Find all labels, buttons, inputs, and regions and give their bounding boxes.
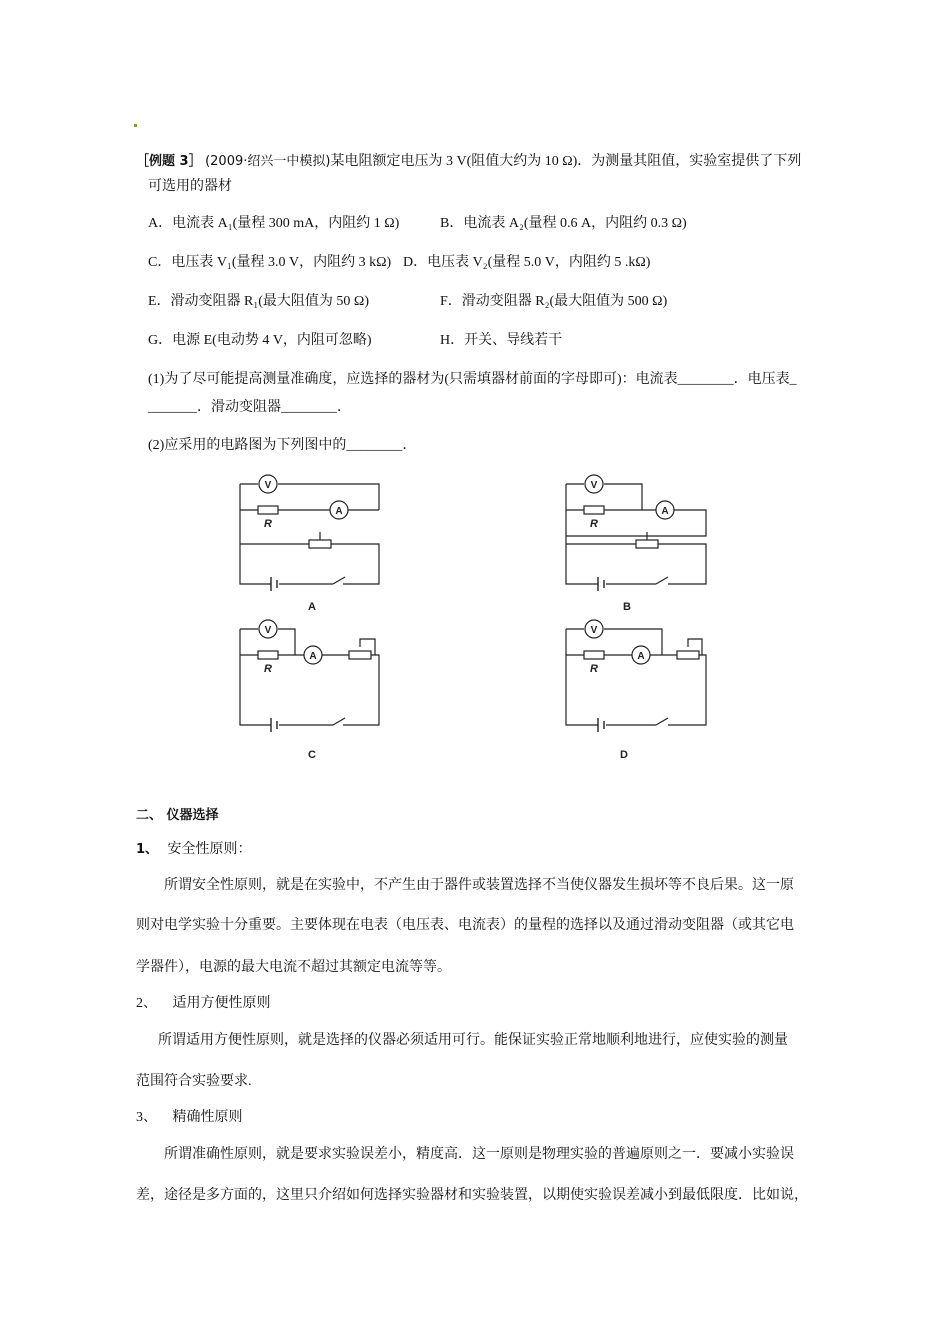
circuit-caption-c: C [308,749,316,761]
resistor-label-a: R [264,518,272,530]
resistor-label-b: R [590,518,598,530]
option-g: G．电源 E(电动势 4 V，内阻可忽略) [148,333,372,348]
option-c: C．电压表 V₁(量程 3.0 V，内阻约 3 kΩ) [148,255,392,270]
example-source: (2009·绍兴一中模拟) [205,154,331,169]
principle-3-heading [136,1106,243,1126]
option-b: B．电流表 A₂(量程 0.6 A，内阻约 0.3 Ω) [440,216,687,231]
circuit-a [240,475,379,591]
example-tag: ［例题 3］ [136,154,202,169]
voltmeter-label-d: V [590,625,598,636]
principle-1-heading [136,838,252,858]
ammeter-label-b: A [661,506,669,517]
principle-1-body-2: 则对电学实验十分重要。主要体现在电表（电压表、电流表）的量程的选择以及通过滑动变阻器（或其它电 [136,918,794,933]
voltmeter-label-b: V [590,480,598,491]
principle-2-title: 适用方便性原则 [172,996,271,1011]
principle-1-number: 1、 [136,842,159,857]
section-heading: 二、 仪器选择 [136,808,219,823]
principle-3-title: 精确性原则 [172,1110,243,1125]
resistor-symbol [258,506,278,514]
principle-3-number: 3、 [136,1110,157,1125]
ammeter-label-d: A [637,651,645,662]
question-1-line-2: _______．滑动变阻器________． [148,400,351,415]
principle-2-heading [136,992,271,1012]
battery-symbol [271,577,277,591]
principle-2-number: 2、 [136,996,157,1011]
circuit-caption-d: D [620,749,628,761]
option-d: D．电压表 V₂(量程 5.0 V，内阻约 5 .kΩ) [403,255,651,270]
principle-2-body-2: 范围符合实验要求. [136,1074,252,1089]
option-f: F．滑动变阻器 R₂(最大阻值为 500 Ω) [440,294,668,309]
circuit-diagrams [0,460,950,800]
principle-3-body-2: 差，途径是多方面的，这里只介绍如何选择实验器材和实验装置，以期使实验误差减小到最低限度．比如说， [136,1188,808,1203]
switch-symbol [333,577,345,584]
principle-1-body-3: 学器件），电源的最大电流不超过其额定电流等等。 [136,960,451,975]
principle-1-body-1: 所谓安全性原则，就是在实验中，不产生由于器件或装置选择不当使仪器发生损坏等不良后果。这一原 [164,878,794,893]
principle-2-body-1: 所谓适用方便性原则，就是选择的仪器必须适用可行。能保证实验正常地顺利地进行，应使实验的测量 [158,1033,788,1048]
circuit-b [566,475,706,591]
example-stem-1: 某电阻额定电压为 3 V(阻值大约为 10 Ω)．为测量其阻值，实验室提供了下列 [330,154,802,169]
principle-3-body-1: 所谓准确性原则，就是要求实验误差小，精度高．这一原则是物理实验的普遍原则之一．要减小实验误 [164,1147,794,1162]
example-heading [136,150,801,170]
rheostat-symbol [309,540,331,548]
voltmeter-label-c: V [264,625,272,636]
resistor-label-c: R [264,663,272,675]
circuit-caption-a: A [308,601,316,613]
option-a: A．电流表 A₁(量程 300 mA，内阻约 1 Ω) [148,216,400,231]
resistor-label-d: R [590,663,598,675]
option-e: E．滑动变阻器 R₁(最大阻值为 50 Ω) [148,294,369,309]
circuit-caption-b: B [623,601,631,613]
voltmeter-label-a: V [264,480,272,491]
ammeter-label-a: A [335,506,343,517]
ammeter-label-c: A [309,651,317,662]
question-2: (2)应采用的电路图为下列图中的________． [148,438,417,453]
question-1-line-1: (1)为了尽可能提高测量准确度，应选择的器材为(只需填器材前面的字母即可)：电流表________．电压表_ [148,372,797,387]
option-h: H．开关、导线若干 [440,333,563,348]
circuit-d [566,620,706,732]
principle-1-title: 安全性原则： [167,842,252,857]
margin-mark [134,124,137,127]
circuit-c [240,620,379,732]
example-stem-2: 可选用的器材 [148,179,232,194]
